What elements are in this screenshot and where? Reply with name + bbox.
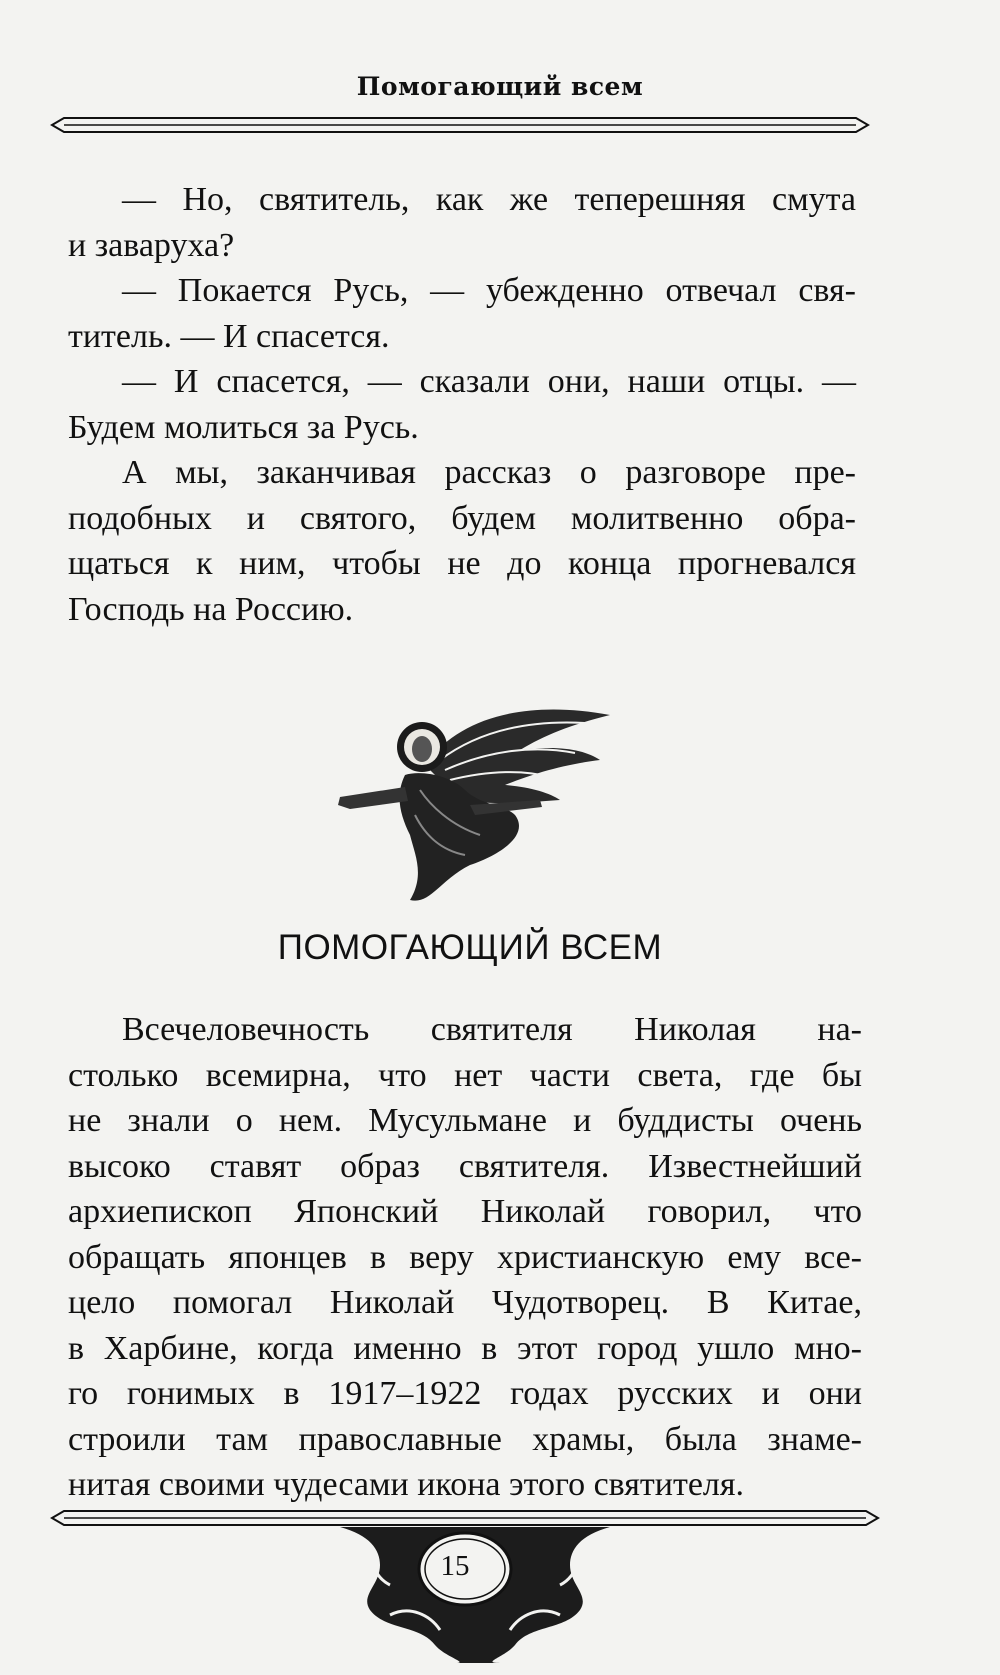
section-title: ПОМОГАЮЩИЙ ВСЕМ [277, 928, 663, 967]
footer-ornament-icon [50, 1505, 880, 1665]
text-line: щаться к ним, чтобы не до конца прогневался [68, 545, 856, 582]
text-line: в Харбине, когда именно в этот город ушло мно- [68, 1329, 862, 1367]
text-line: не знали о нем. Мусульмане и буддисты очень [68, 1102, 862, 1139]
text-line: — И спасется, — сказали они, наши отцы. — [122, 363, 856, 400]
text-line: — Покается Русь, — убежденно отвечал свя- [122, 272, 856, 309]
text-line: Всечеловечность святителя Николая на- [122, 1011, 862, 1048]
text-line: цело помогал Николай Чудотворец. В Китае, [68, 1284, 862, 1321]
text-line: Будем молиться за Русь. [68, 408, 419, 446]
text-line: строили там православные храмы, была знаме- [68, 1420, 862, 1458]
angel-illustration-icon [330, 705, 620, 910]
text-line: — Но, святитель, как же теперешняя смута [122, 181, 856, 218]
text-line: высоко ставят образ святителя. Известнейший [68, 1147, 862, 1185]
text-line: го гонимых в 1917–1922 годах русских и они [68, 1375, 862, 1412]
text-line: столько всемирна, что нет части света, где бы [68, 1056, 862, 1094]
text-line: архиепископ Японский Николай говорил, что [68, 1193, 862, 1230]
text-line: нитая своими чудесами икона этого святителя. [68, 1466, 745, 1503]
running-head: Помогающий всем [356, 72, 644, 101]
page-number: 15 [440, 1550, 470, 1582]
text-line: подобных и святого, будем молитвенно обра- [68, 499, 856, 537]
text-line: титель. — И спасется. [68, 317, 390, 355]
text-line: обращать японцев в веру христианскую ему все- [68, 1238, 862, 1276]
text-block-1 [68, 177, 856, 632]
text-line: А мы, заканчивая рассказ о разговоре пре- [122, 454, 856, 491]
text-block-2 [68, 1007, 862, 1508]
header-rule-ornament [50, 112, 870, 138]
text-line: Господь на Россию. [68, 590, 354, 628]
text-line: и заваруха? [68, 226, 235, 264]
